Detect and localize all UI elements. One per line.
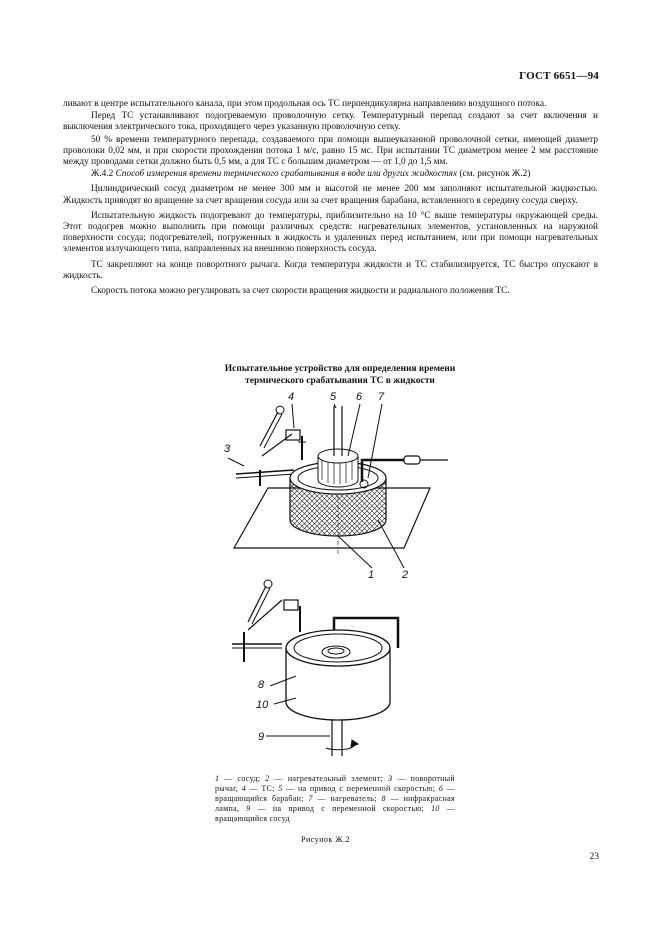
figure-caption-label: Рисунок Ж.2 <box>301 835 350 844</box>
legend-item: 2 — нагревательный элемент; <box>265 774 384 783</box>
section-title: Способ измерения времени термического срабатывания в воде или других жидкостях <box>115 169 458 180</box>
lever-arm <box>236 474 294 478</box>
legend-item: 8 — инфракрасная лампа, <box>215 794 455 813</box>
legend-item: 7 — нагреватель; <box>308 794 377 803</box>
label-4: 4 <box>288 391 295 403</box>
pivot <box>276 406 284 414</box>
legend-item: 1 — сосуд; <box>215 774 261 783</box>
label-9: 9 <box>258 731 265 743</box>
label-5: 5 <box>330 391 337 403</box>
section-heading <box>63 169 598 180</box>
lever-arm <box>262 434 292 456</box>
leader-line <box>292 404 294 428</box>
paragraph: Скорость потока можно регулировать за счет скорости вращения жидкости и радиального положения ТС. <box>91 286 510 297</box>
figure-reference: (см. рисунок Ж.2) <box>459 169 531 180</box>
legend-item: 10 — вращающийся сосуд <box>215 804 456 823</box>
legend-item: 4 — ТС; <box>241 784 275 793</box>
paragraph: Испытательную жидкость подогревают до температуры, приблизительно на 10 °С выше температуры окружающей среды. Этот подогрев можно выполнить при помощи различных средств: нагревательных элементов, установленных на наружной поверхности сосуда; подогревателей, погруженных в жидкость и удаленных перед испытанием, или при помощи нагревательных элементов излучающего типа, направленных на внешнюю поверхность сосуда. <box>63 210 598 255</box>
legend-item: 6 — вращающийся барабан; <box>215 784 455 803</box>
page-number: 23 <box>589 852 599 862</box>
label-8: 8 <box>258 679 265 691</box>
leader-line <box>228 458 244 466</box>
heater-plug <box>404 456 420 464</box>
paragraph: ТС закрепляют на конце поворотного рычага. Когда температура жидкости и ТС стабилизируется, ТС быстро опускают в жидкость. <box>63 259 598 281</box>
paragraph: Цилиндрический сосуд диаметром не менее 300 мм и высотой не менее 200 мм заполняют испытательной жидкостью. Жидкость приводят во вращение за счет вращения сосуда или за счет вращения барабана, вставленного в середину сосуда сверху. <box>63 184 598 206</box>
figure-legend <box>215 774 455 824</box>
document-header: ГОСТ 6651—94 <box>519 70 599 82</box>
figure-drawing <box>222 386 452 768</box>
paragraph: ливают в центре испытательного канала, при этом продольная ось ТС перпендикулярна направлению воздушного потока. <box>63 99 547 109</box>
pivot <box>264 580 272 588</box>
leader-line <box>348 404 360 456</box>
label-10: 10 <box>256 699 269 711</box>
figure-title-line: Испытательное устройство для определения времени <box>224 364 456 374</box>
label-1: 1 <box>368 569 375 581</box>
rotation-arrow-head <box>351 740 358 747</box>
lever-arm <box>236 470 294 474</box>
legend-item: 3 — поворотный рычаг, <box>215 774 455 793</box>
label-7: 7 <box>378 391 385 403</box>
label-6: 6 <box>356 391 363 403</box>
paragraph: Перед ТС устанавливают подогреваемую проволочную сетку. Температурный перепад создают за счет включения и выключения электрического тока, проходящего через указанную проволочную сетку. <box>63 111 598 133</box>
rotation-arrow <box>326 744 354 750</box>
legend-item: 5 — на привод с переменной скоростью; <box>278 784 436 793</box>
label-3: 3 <box>224 443 231 455</box>
leader-line <box>368 404 382 478</box>
section-number: Ж.4.2 <box>91 169 114 180</box>
apparatus-diagram <box>222 386 452 768</box>
lever-arm <box>248 600 282 630</box>
body-text <box>63 99 598 298</box>
figure-title-line: термического срабатывания ТС в жидкости <box>245 375 435 386</box>
tc-holder <box>284 600 298 610</box>
lever-arm <box>260 412 278 446</box>
tc-holder <box>286 430 300 440</box>
legend-item: 9 — на привод с переменной скоростью; <box>246 804 425 813</box>
paragraph: 50 % времени температурного перепада, создаваемого при помощи вышеуказанной проволочной сетки, имеющей диаметр проволоки 0,02 мм, и при скорости прохождения потока 1 м/с, равно 15 мс. При испытании ТС диаметром менее 2 мм расстояние между проводами сетки должно быть 0,5 мм, а для ТС с большим диаметром — от 1,0 до 1,5 мм. <box>63 134 598 168</box>
label-2: 2 <box>402 569 409 581</box>
figure-title <box>160 364 520 387</box>
